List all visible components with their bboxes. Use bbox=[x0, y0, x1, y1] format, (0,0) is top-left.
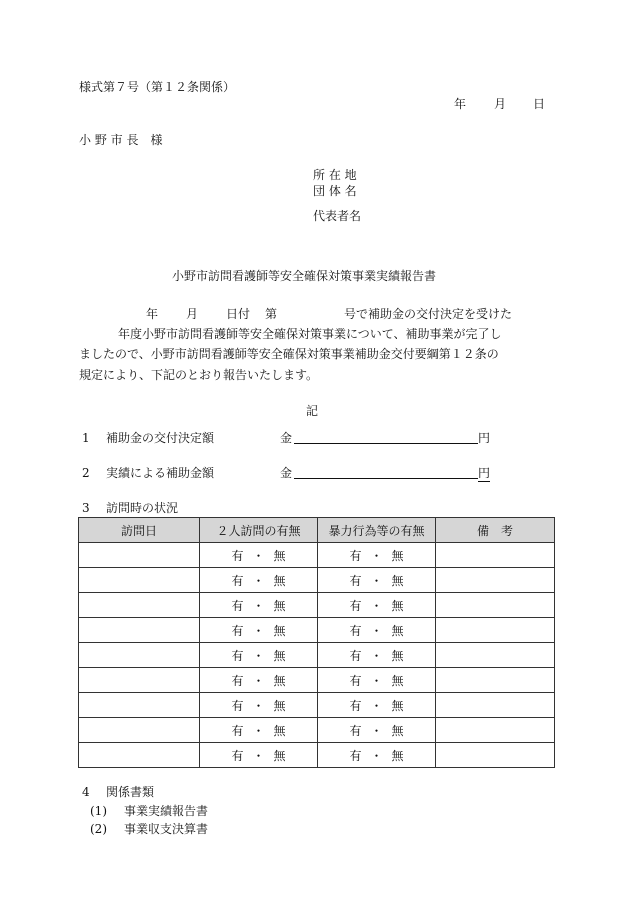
table-row bbox=[79, 568, 555, 593]
separator-dot: ・ bbox=[370, 623, 383, 638]
violence-cell[interactable] bbox=[318, 718, 436, 743]
separator-dot: ・ bbox=[252, 573, 265, 588]
no-option[interactable]: 無 bbox=[391, 548, 404, 563]
ki-heading: 記 bbox=[306, 404, 319, 418]
separator-dot: ・ bbox=[252, 723, 265, 738]
no-option[interactable]: 無 bbox=[391, 573, 404, 588]
yes-option[interactable]: 有 bbox=[231, 573, 244, 588]
item-2-number: 2 bbox=[82, 466, 90, 480]
header-remarks: 備 考 bbox=[436, 518, 555, 543]
separator-dot: ・ bbox=[370, 648, 383, 663]
yes-option[interactable]: 有 bbox=[349, 598, 362, 613]
yes-option[interactable]: 有 bbox=[231, 748, 244, 763]
section-4-label: 関係書類 bbox=[106, 785, 155, 799]
two-person-visit-cell[interactable] bbox=[200, 718, 318, 743]
body-day: 日付 bbox=[226, 307, 251, 321]
table-row bbox=[79, 693, 555, 718]
header-visit-date: 訪問日 bbox=[79, 518, 200, 543]
item-2-prefix: 金 bbox=[280, 466, 293, 480]
no-option[interactable]: 無 bbox=[273, 573, 286, 588]
visit-date-cell[interactable] bbox=[79, 543, 200, 568]
separator-dot: ・ bbox=[252, 598, 265, 613]
yes-option[interactable]: 有 bbox=[349, 748, 362, 763]
item-1-amount-line bbox=[294, 429, 478, 444]
no-option[interactable]: 無 bbox=[391, 748, 404, 763]
item-1-number: 1 bbox=[82, 431, 90, 445]
violence-cell[interactable] bbox=[318, 643, 436, 668]
table-row bbox=[79, 643, 555, 668]
separator-dot: ・ bbox=[370, 673, 383, 688]
section-3-number: 3 bbox=[82, 501, 90, 515]
table-row bbox=[79, 718, 555, 743]
remarks-cell[interactable] bbox=[436, 593, 555, 618]
body-year: 年 bbox=[146, 307, 159, 321]
visit-date-cell[interactable] bbox=[79, 668, 200, 693]
violence-cell[interactable] bbox=[318, 743, 436, 768]
violence-cell[interactable] bbox=[318, 543, 436, 568]
separator-dot: ・ bbox=[370, 548, 383, 563]
remarks-cell[interactable] bbox=[436, 668, 555, 693]
violence-cell[interactable] bbox=[318, 668, 436, 693]
yes-option[interactable]: 有 bbox=[349, 548, 362, 563]
two-person-visit-cell[interactable] bbox=[200, 618, 318, 643]
doc-2-number: (2) bbox=[90, 822, 107, 836]
yes-option[interactable]: 有 bbox=[231, 623, 244, 638]
no-option[interactable]: 無 bbox=[391, 698, 404, 713]
two-person-visit-cell[interactable] bbox=[200, 743, 318, 768]
no-option[interactable]: 無 bbox=[273, 723, 286, 738]
separator-dot: ・ bbox=[370, 573, 383, 588]
remarks-cell[interactable] bbox=[436, 643, 555, 668]
item-2-amount-line bbox=[294, 464, 478, 479]
item-1-suffix: 円 bbox=[478, 431, 491, 445]
no-option[interactable]: 無 bbox=[391, 673, 404, 688]
body-line-4: 規定により、下記のとおり報告いたします。 bbox=[79, 368, 319, 382]
doc-1-label: 事業実績報告書 bbox=[124, 804, 209, 818]
yes-option[interactable]: 有 bbox=[231, 598, 244, 613]
violence-cell[interactable] bbox=[318, 593, 436, 618]
form-number: 様式第７号（第１２条関係） bbox=[79, 80, 236, 94]
separator-dot: ・ bbox=[252, 673, 265, 688]
remarks-cell[interactable] bbox=[436, 718, 555, 743]
addressee: 小 野 市 長 様 bbox=[79, 133, 163, 147]
table-row bbox=[79, 593, 555, 618]
yes-option[interactable]: 有 bbox=[231, 723, 244, 738]
violence-cell[interactable] bbox=[318, 693, 436, 718]
table-row bbox=[79, 618, 555, 643]
remarks-cell[interactable] bbox=[436, 693, 555, 718]
table-row bbox=[79, 668, 555, 693]
yes-option[interactable]: 有 bbox=[231, 648, 244, 663]
visit-date-cell[interactable] bbox=[79, 743, 200, 768]
visit-status-table bbox=[78, 517, 555, 768]
two-person-visit-cell[interactable] bbox=[200, 543, 318, 568]
yes-option[interactable]: 有 bbox=[349, 698, 362, 713]
visit-date-cell[interactable] bbox=[79, 568, 200, 593]
remarks-cell[interactable] bbox=[436, 618, 555, 643]
body-line-3: ましたので、小野市訪問看護師等安全確保対策事業補助金交付要綱第１２条の bbox=[79, 347, 499, 361]
doc-2-label: 事業収支決算書 bbox=[124, 822, 209, 836]
table-header-row bbox=[79, 518, 555, 543]
date-month: 月 bbox=[494, 97, 507, 111]
section-3-label: 訪問時の状況 bbox=[106, 501, 179, 515]
separator-dot: ・ bbox=[370, 748, 383, 763]
no-option[interactable]: 無 bbox=[391, 723, 404, 738]
no-option[interactable]: 無 bbox=[273, 648, 286, 663]
applicant-rep-label: 代表者名 bbox=[313, 209, 362, 223]
two-person-visit-cell[interactable] bbox=[200, 643, 318, 668]
page-title: 小野市訪問看護師等安全確保対策事業実績報告書 bbox=[172, 269, 437, 283]
visit-date-cell[interactable] bbox=[79, 643, 200, 668]
visit-date-cell[interactable] bbox=[79, 593, 200, 618]
no-option[interactable]: 無 bbox=[273, 748, 286, 763]
remarks-cell[interactable] bbox=[436, 543, 555, 568]
separator-dot: ・ bbox=[370, 698, 383, 713]
yes-option[interactable]: 有 bbox=[349, 648, 362, 663]
separator-dot: ・ bbox=[252, 698, 265, 713]
violence-cell[interactable] bbox=[318, 618, 436, 643]
yes-option[interactable]: 有 bbox=[349, 623, 362, 638]
separator-dot: ・ bbox=[370, 723, 383, 738]
table-row bbox=[79, 743, 555, 768]
header-two-person-visit: ２人訪問の有無 bbox=[200, 518, 318, 543]
remarks-cell[interactable] bbox=[436, 568, 555, 593]
yes-option[interactable]: 有 bbox=[231, 548, 244, 563]
separator-dot: ・ bbox=[252, 748, 265, 763]
item-1-label: 補助金の交付決定額 bbox=[106, 431, 215, 445]
no-option[interactable]: 無 bbox=[391, 598, 404, 613]
item-1-prefix: 金 bbox=[280, 431, 293, 445]
separator-dot: ・ bbox=[252, 623, 265, 638]
two-person-visit-cell[interactable] bbox=[200, 668, 318, 693]
item-2-suffix: 円 bbox=[478, 466, 491, 480]
body-line-2: 年度小野市訪問看護師等安全確保対策事業について、補助事業が完了し bbox=[118, 327, 502, 341]
visit-date-cell[interactable] bbox=[79, 618, 200, 643]
separator-dot: ・ bbox=[370, 598, 383, 613]
applicant-address-label: 所 在 地 bbox=[313, 168, 357, 182]
doc-1-number: (1) bbox=[90, 804, 107, 818]
yes-option[interactable]: 有 bbox=[349, 673, 362, 688]
no-option[interactable]: 無 bbox=[273, 598, 286, 613]
no-option[interactable]: 無 bbox=[273, 673, 286, 688]
date-day: 日 bbox=[533, 97, 546, 111]
visit-date-cell[interactable] bbox=[79, 693, 200, 718]
yes-option[interactable]: 有 bbox=[231, 673, 244, 688]
body-dai: 第 bbox=[265, 307, 278, 321]
no-option[interactable]: 無 bbox=[273, 623, 286, 638]
body-month: 月 bbox=[186, 307, 199, 321]
two-person-visit-cell[interactable] bbox=[200, 568, 318, 593]
body-line-1: 号で補助金の交付決定を受けた bbox=[344, 307, 513, 321]
date-year: 年 bbox=[454, 97, 467, 111]
item-2-label: 実績による補助金額 bbox=[106, 466, 215, 480]
no-option[interactable]: 無 bbox=[273, 548, 286, 563]
section-4-number: 4 bbox=[82, 785, 90, 799]
no-option[interactable]: 無 bbox=[391, 623, 404, 638]
table-row bbox=[79, 543, 555, 568]
two-person-visit-cell[interactable] bbox=[200, 593, 318, 618]
separator-dot: ・ bbox=[252, 648, 265, 663]
header-violence: 暴力行為等の有無 bbox=[318, 518, 436, 543]
violence-cell[interactable] bbox=[318, 568, 436, 593]
yes-option[interactable]: 有 bbox=[349, 573, 362, 588]
no-option[interactable]: 無 bbox=[391, 648, 404, 663]
yes-option[interactable]: 有 bbox=[349, 723, 362, 738]
yes-option[interactable]: 有 bbox=[231, 698, 244, 713]
remarks-cell[interactable] bbox=[436, 743, 555, 768]
two-person-visit-cell[interactable] bbox=[200, 693, 318, 718]
applicant-group-label: 団 体 名 bbox=[313, 184, 357, 198]
separator-dot: ・ bbox=[252, 548, 265, 563]
no-option[interactable]: 無 bbox=[273, 698, 286, 713]
visit-date-cell[interactable] bbox=[79, 718, 200, 743]
